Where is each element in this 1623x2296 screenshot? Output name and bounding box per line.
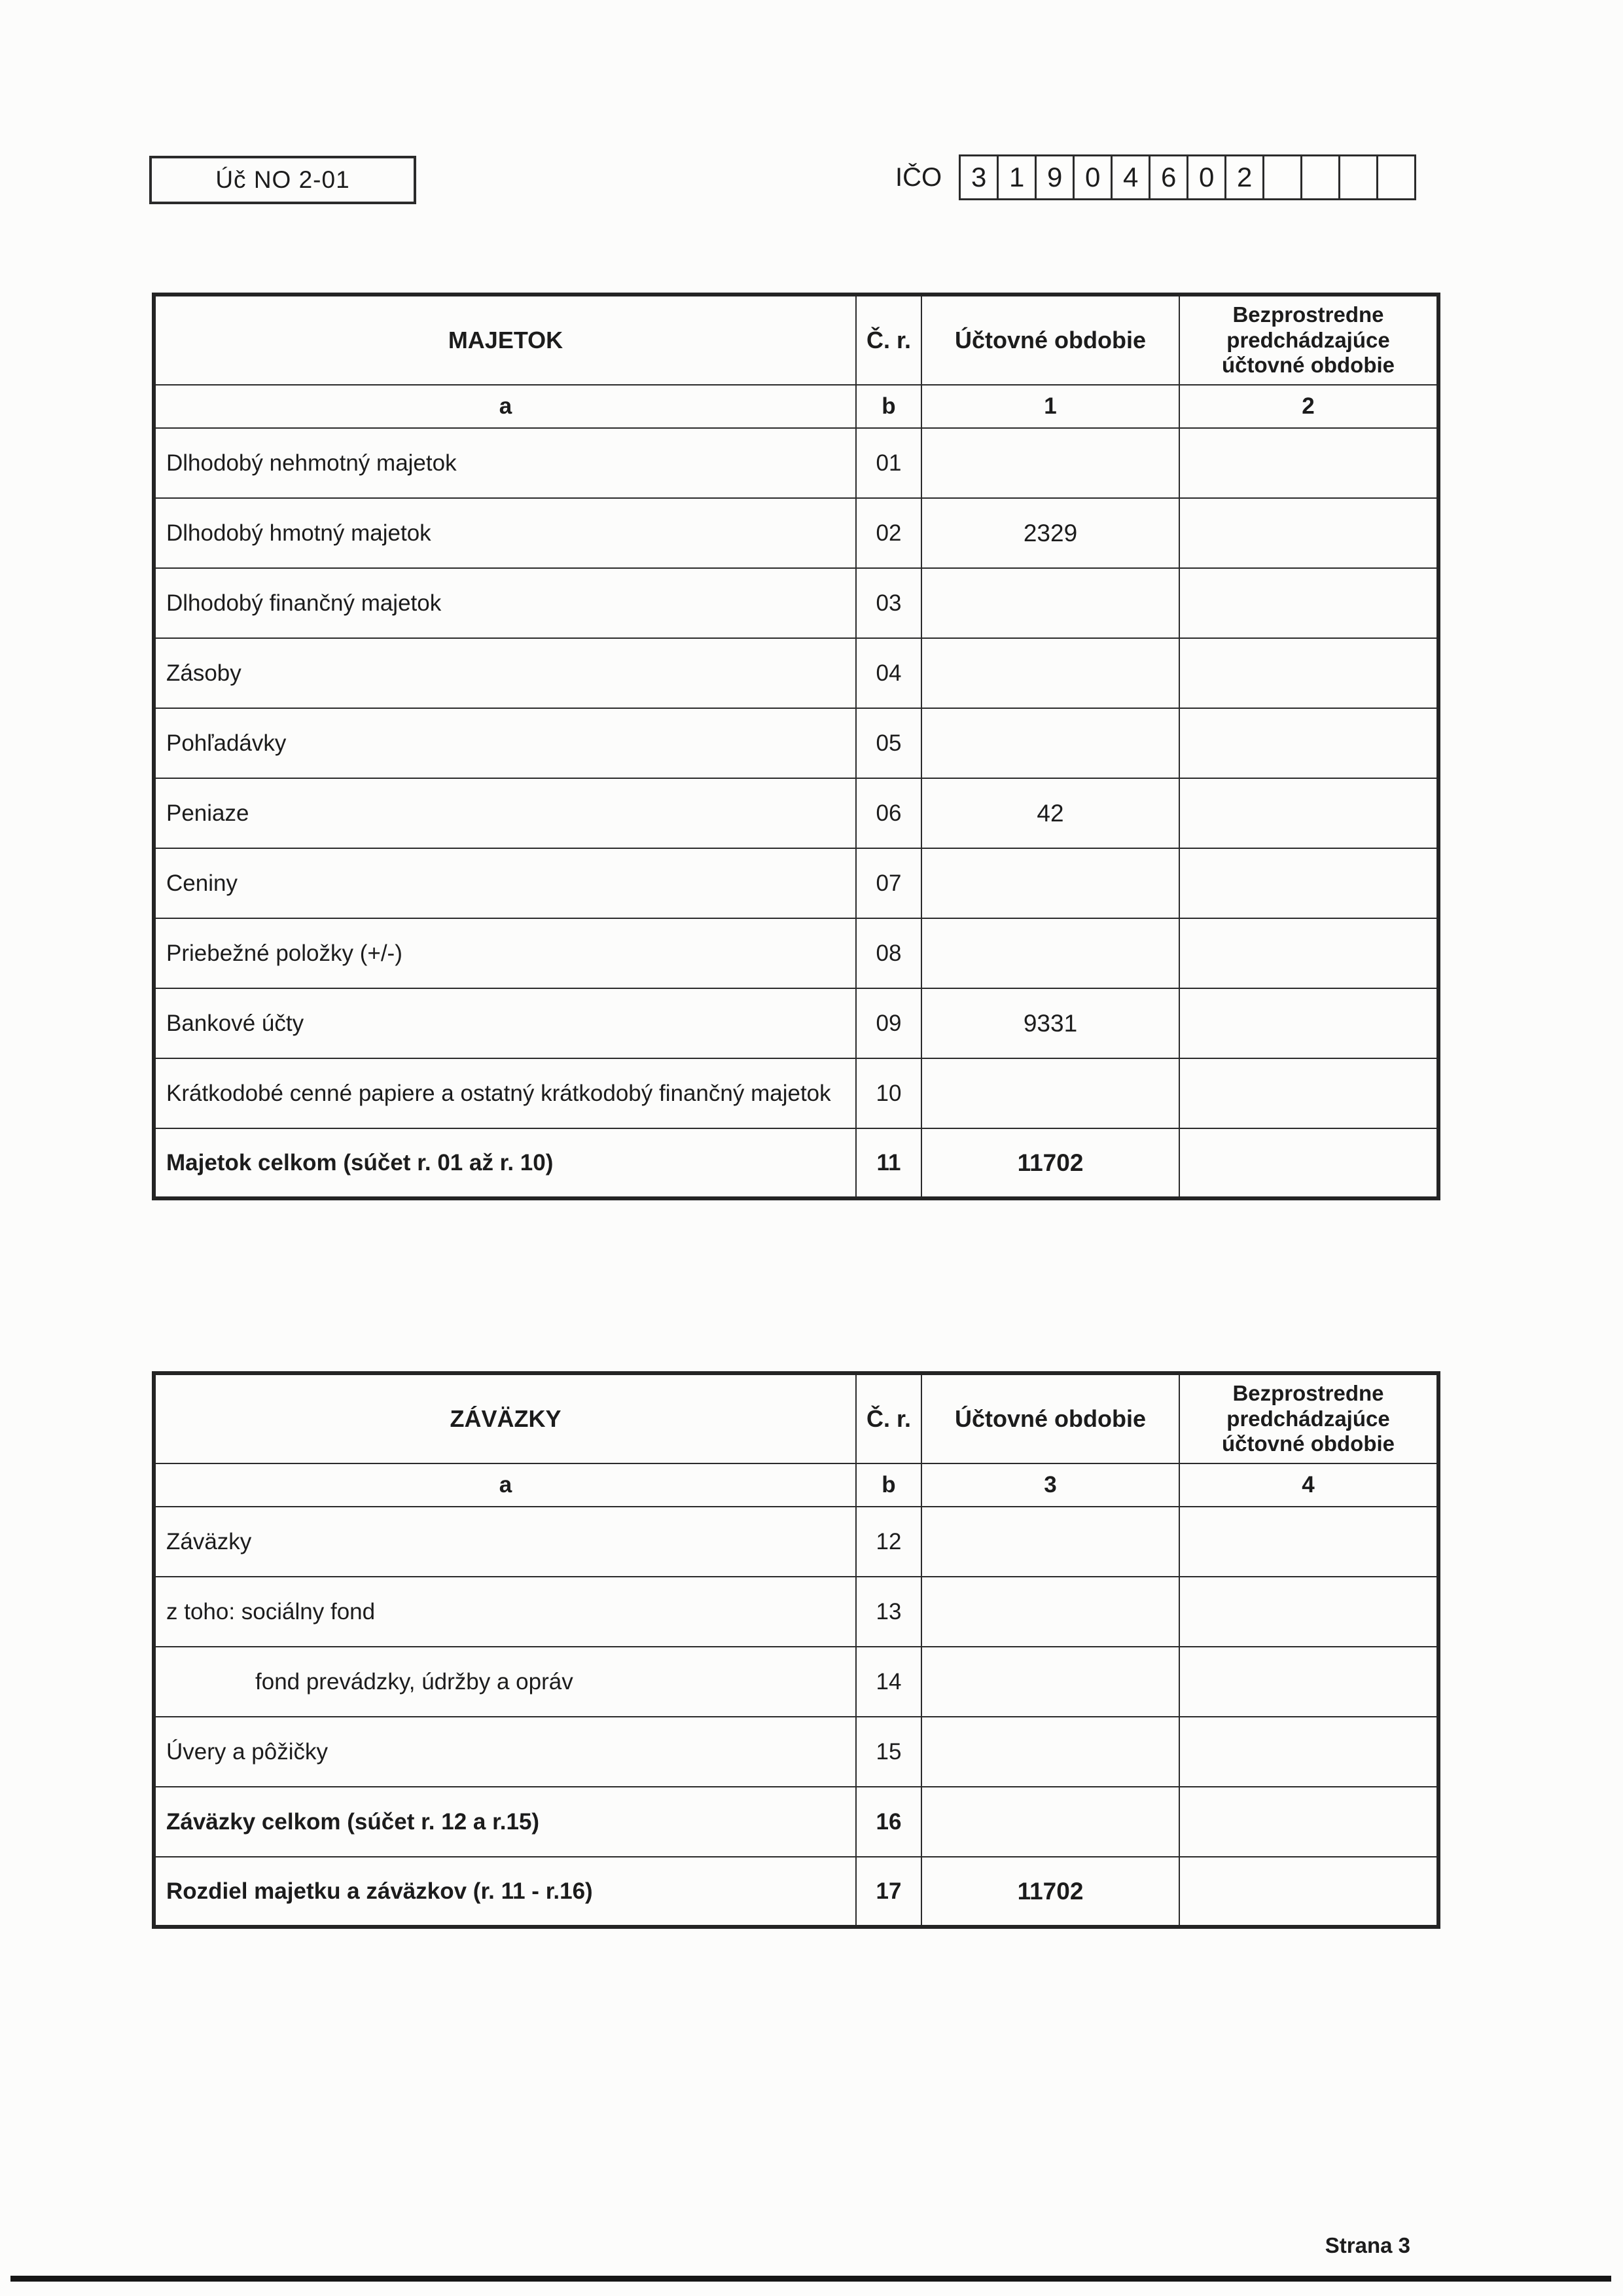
form-code-box: [149, 156, 416, 204]
col-previous-period-header: Bezprostredne predchádzajúce účtovné obdobie: [1179, 295, 1438, 385]
table-row: [154, 1647, 1438, 1717]
row-current-value: 2329: [921, 498, 1179, 568]
row-previous-value: [1179, 988, 1438, 1058]
liabilities-table-subheader-row: [154, 1463, 1438, 1507]
subheader-b: b: [856, 385, 921, 428]
ico-digit-cell: 0: [1073, 154, 1113, 200]
ico-digit-boxes: [959, 154, 1416, 200]
assets-table-title: MAJETOK: [154, 295, 856, 385]
row-label: Úvery a pôžičky: [154, 1717, 856, 1787]
row-current-value: [921, 848, 1179, 918]
table-row: [154, 708, 1438, 778]
form-code-label: Úč NO 2-01: [215, 166, 350, 193]
table-row: [154, 498, 1438, 568]
ico-section: [895, 154, 1416, 200]
row-current-value: 42: [921, 778, 1179, 848]
row-previous-value: [1179, 918, 1438, 988]
row-previous-value: [1179, 778, 1438, 848]
row-number: 10: [856, 1058, 921, 1128]
table-row-total: [154, 1128, 1438, 1198]
row-number: 11: [856, 1128, 921, 1198]
table-row: [154, 1058, 1438, 1128]
table-row: [154, 778, 1438, 848]
row-previous-value: [1179, 1128, 1438, 1198]
row-label: Priebežné položky (+/-): [154, 918, 856, 988]
row-label: Ceniny: [154, 848, 856, 918]
row-previous-value: [1179, 638, 1438, 708]
row-number: 08: [856, 918, 921, 988]
row-number: 06: [856, 778, 921, 848]
liabilities-table: [152, 1371, 1440, 1929]
assets-table: [152, 293, 1440, 1200]
row-current-value: 11702: [921, 1128, 1179, 1198]
table-row-total: [154, 1857, 1438, 1927]
row-current-value: [921, 1647, 1179, 1717]
table-row: [154, 428, 1438, 498]
row-number: 13: [856, 1577, 921, 1647]
row-current-value: 11702: [921, 1857, 1179, 1927]
page-number: Strana 3: [1325, 2233, 1410, 2257]
row-previous-value: [1179, 428, 1438, 498]
row-previous-value: [1179, 708, 1438, 778]
row-number: 04: [856, 638, 921, 708]
table-row: [154, 568, 1438, 638]
row-previous-value: [1179, 568, 1438, 638]
row-current-value: [921, 918, 1179, 988]
row-number: 17: [856, 1857, 921, 1927]
assets-table-header-row: [154, 295, 1438, 385]
subheader-4: 4: [1179, 1463, 1438, 1507]
row-number: 09: [856, 988, 921, 1058]
row-number: 14: [856, 1647, 921, 1717]
row-previous-value: [1179, 1058, 1438, 1128]
subheader-3: 3: [921, 1463, 1179, 1507]
ico-label: IČO: [895, 162, 942, 192]
col-current-period-header: Účtovné obdobie: [921, 295, 1179, 385]
row-current-value: [921, 428, 1179, 498]
row-label: Peniaze: [154, 778, 856, 848]
table-row: [154, 848, 1438, 918]
liabilities-table-header-row: [154, 1373, 1438, 1463]
row-number: 01: [856, 428, 921, 498]
row-label: Pohľadávky: [154, 708, 856, 778]
ico-digit-cell: [1338, 154, 1378, 200]
row-current-value: [921, 1787, 1179, 1857]
row-previous-value: [1179, 1787, 1438, 1857]
ico-digit-cell: 9: [1035, 154, 1075, 200]
liabilities-table-title: ZÁVÄZKY: [154, 1373, 856, 1463]
row-label: Bankové účty: [154, 988, 856, 1058]
row-previous-value: [1179, 1507, 1438, 1577]
row-label: Zásoby: [154, 638, 856, 708]
row-current-value: 9331: [921, 988, 1179, 1058]
row-previous-value: [1179, 1857, 1438, 1927]
table-row: [154, 638, 1438, 708]
col-current-period-header: Účtovné obdobie: [921, 1373, 1179, 1463]
row-previous-value: [1179, 498, 1438, 568]
row-label: Krátkodobé cenné papiere a ostatný krátkodobý finančný majetok: [154, 1058, 856, 1128]
subheader-2: 2: [1179, 385, 1438, 428]
row-previous-value: [1179, 1717, 1438, 1787]
scan-edge-line: [10, 2276, 1611, 2282]
row-label: Dlhodobý hmotný majetok: [154, 498, 856, 568]
assets-table-subheader-row: [154, 385, 1438, 428]
table-row: [154, 1577, 1438, 1647]
ico-digit-cell: 3: [959, 154, 999, 200]
ico-digit-cell: 2: [1224, 154, 1264, 200]
ico-digit-cell: [1262, 154, 1302, 200]
row-number: 16: [856, 1787, 921, 1857]
row-label: z toho: sociálny fond: [154, 1577, 856, 1647]
table-row: [154, 1507, 1438, 1577]
ico-digit-cell: [1300, 154, 1340, 200]
table-row-total: [154, 1787, 1438, 1857]
row-label: Rozdiel majetku a záväzkov (r. 11 - r.16): [154, 1857, 856, 1927]
row-number: 15: [856, 1717, 921, 1787]
row-number: 03: [856, 568, 921, 638]
ico-digit-cell: 4: [1111, 154, 1150, 200]
ico-digit-cell: 0: [1186, 154, 1226, 200]
row-current-value: [921, 1058, 1179, 1128]
row-label: Dlhodobý nehmotný majetok: [154, 428, 856, 498]
row-current-value: [921, 1717, 1179, 1787]
table-row: [154, 918, 1438, 988]
row-current-value: [921, 1507, 1179, 1577]
subheader-a: a: [154, 385, 856, 428]
ico-digit-cell: 1: [997, 154, 1037, 200]
table-row: [154, 1717, 1438, 1787]
row-number: 07: [856, 848, 921, 918]
row-current-value: [921, 708, 1179, 778]
row-previous-value: [1179, 1577, 1438, 1647]
col-previous-period-header: Bezprostredne predchádzajúce účtovné obdobie: [1179, 1373, 1438, 1463]
ico-digit-cell: [1376, 154, 1416, 200]
row-previous-value: [1179, 848, 1438, 918]
row-number: 12: [856, 1507, 921, 1577]
subheader-1: 1: [921, 385, 1179, 428]
row-current-value: [921, 1577, 1179, 1647]
ico-digit-cell: 6: [1149, 154, 1188, 200]
row-label: fond prevádzky, údržby a opráv: [154, 1647, 856, 1717]
col-row-number-header: Č. r.: [856, 1373, 921, 1463]
table-row: [154, 988, 1438, 1058]
row-number: 05: [856, 708, 921, 778]
row-label: Dlhodobý finančný majetok: [154, 568, 856, 638]
row-label: Záväzky celkom (súčet r. 12 a r.15): [154, 1787, 856, 1857]
row-label: Záväzky: [154, 1507, 856, 1577]
row-current-value: [921, 638, 1179, 708]
row-previous-value: [1179, 1647, 1438, 1717]
col-row-number-header: Č. r.: [856, 295, 921, 385]
row-label: Majetok celkom (súčet r. 01 až r. 10): [154, 1128, 856, 1198]
row-number: 02: [856, 498, 921, 568]
row-current-value: [921, 568, 1179, 638]
subheader-b: b: [856, 1463, 921, 1507]
subheader-a: a: [154, 1463, 856, 1507]
